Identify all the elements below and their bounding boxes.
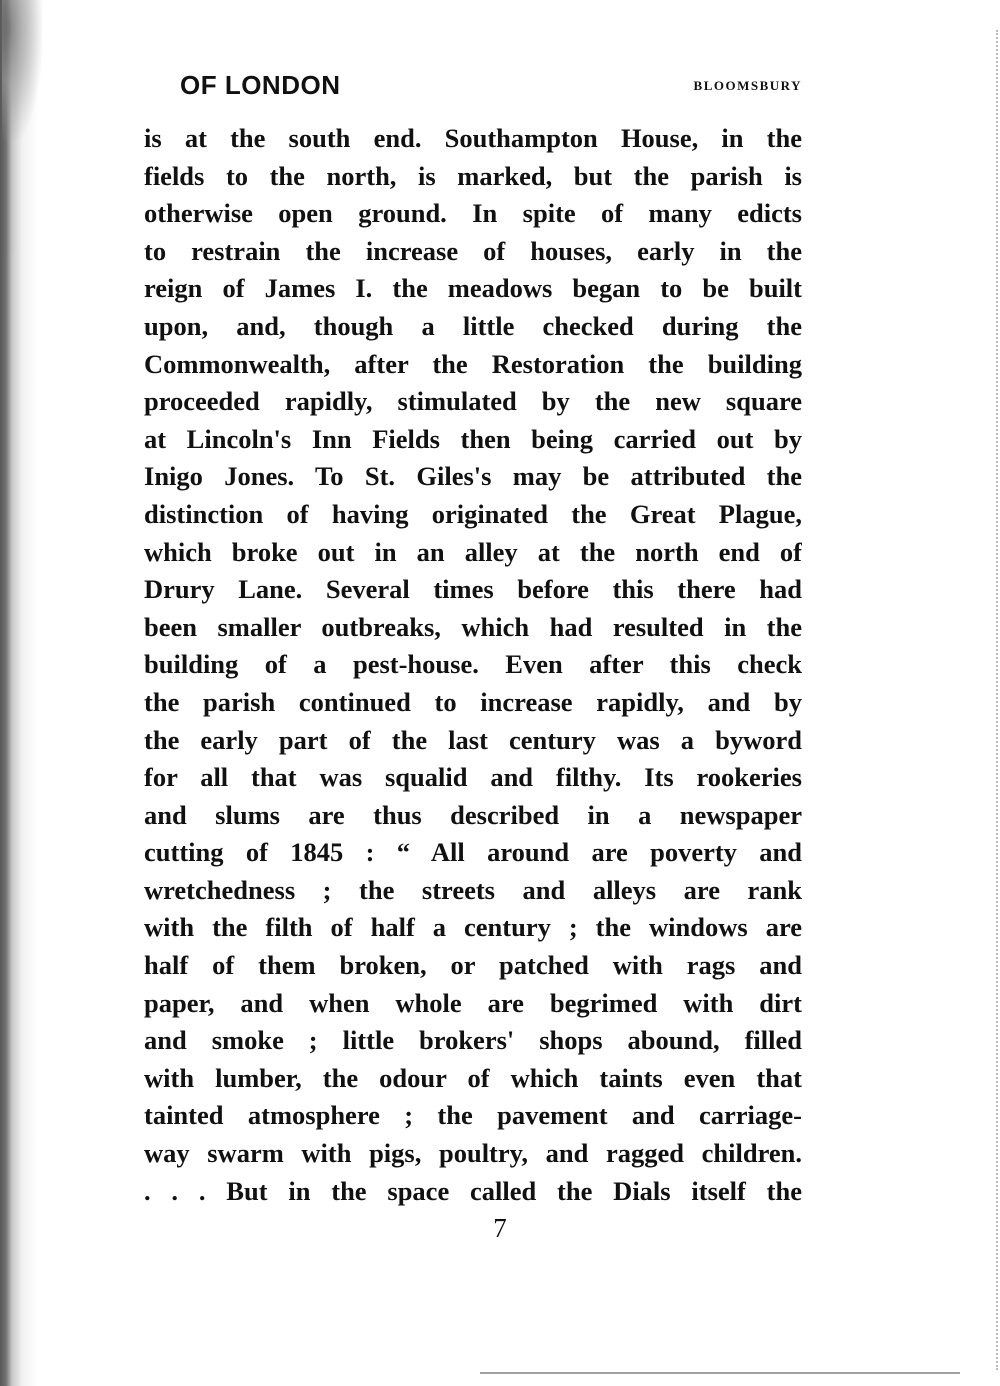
binding-shadow [0, 0, 44, 1386]
text-line: . . . But in the space called the Dials itself the [144, 1175, 802, 1206]
text-line: building of a pest-house. Even after this check [144, 649, 802, 680]
text-line: at Lincoln's Inn Fields then being carried out by [144, 423, 802, 454]
text-line: the early part of the last century was a byword [144, 724, 802, 755]
text-line: proceeded rapidly, stimulated by the new square [144, 386, 802, 417]
text-line: otherwise open ground. In spite of many edicts [144, 198, 802, 229]
text-line: upon, and, though a little checked during the [144, 310, 802, 341]
text-line: cutting of 1845 : “ All around are poverty and [144, 837, 802, 868]
text-line: fields to the north, is marked, but the parish is [144, 160, 802, 191]
text-line: Inigo Jones. To St. Giles's may be attributed the [144, 461, 802, 492]
text-line: with the filth of half a century ; the windows are [144, 912, 802, 943]
running-head [180, 70, 802, 100]
text-line: wretchedness ; the streets and alleys are rank [144, 874, 802, 905]
running-head-right: BLOOMSBURY [693, 78, 802, 93]
text-line: to restrain the increase of houses, early in the [144, 235, 802, 266]
text-line: way swarm with pigs, poultry, and ragged children. [144, 1138, 802, 1169]
text-line: tainted atmosphere ; the pavement and carriage- [144, 1100, 802, 1131]
text-line: which broke out in an alley at the north end of [144, 536, 802, 567]
text-line: with lumber, the odour of which taints even that [144, 1062, 802, 1093]
text-line: for all that was squalid and filthy. Its rookeries [144, 762, 802, 793]
text-line: Commonwealth, after the Restoration the building [144, 348, 802, 379]
scan-edge-line [480, 1372, 960, 1374]
text-line: and slums are thus described in a newspaper [144, 799, 802, 830]
text-line: Drury Lane. Several times before this there had [144, 574, 802, 605]
running-head-left: OF LONDON [180, 70, 341, 100]
page-edge [992, 30, 998, 1370]
text-line: been smaller outbreaks, which had resulted in the [144, 611, 802, 642]
text-line: is at the south end. Southampton House, in the [144, 123, 802, 153]
text-line: paper, and when whole are begrimed with dirt [144, 987, 802, 1018]
text-line: half of them broken, or patched with rags and [144, 950, 802, 981]
page-number: 7 [493, 1213, 507, 1243]
text-line: distinction of having originated the Great Plague, [144, 498, 802, 529]
text-line: and smoke ; little brokers' shops abound, filled [144, 1025, 802, 1056]
text-line: the parish continued to increase rapidly, and by [144, 686, 802, 717]
body-text [144, 120, 802, 1210]
text-line: reign of James I. the meadows began to be built [144, 273, 802, 304]
